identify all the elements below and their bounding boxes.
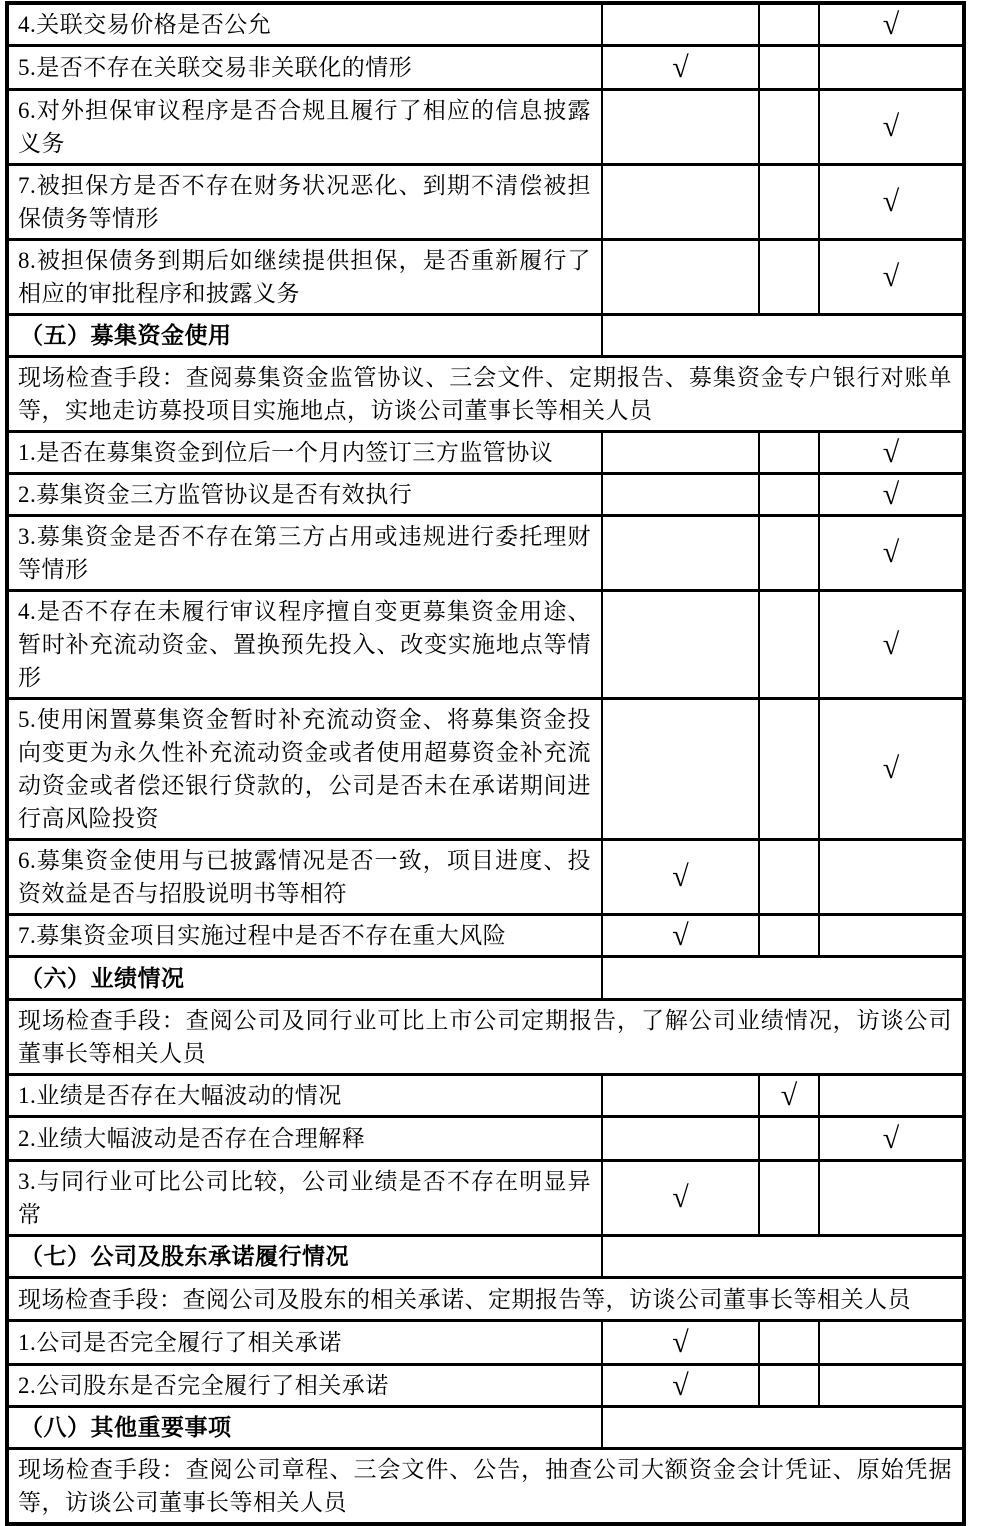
check-cell-col3 <box>819 1321 964 1365</box>
question-row <box>7 1321 964 1365</box>
check-cell-col1: √ <box>602 1321 759 1365</box>
check-cell-col1 <box>602 90 759 165</box>
method-row <box>7 1278 964 1321</box>
method-row <box>7 1000 964 1075</box>
inspection-checklist-table <box>5 1 966 1526</box>
question-text-cell: 3.与同行业可比公司比较，公司业绩是否不存在明显异常 <box>7 1161 602 1236</box>
check-cell-col3: √ <box>819 432 964 474</box>
check-cell-col2 <box>759 432 819 474</box>
check-cell-col2 <box>759 591 819 699</box>
question-row <box>7 699 964 840</box>
question-row <box>7 3 964 46</box>
question-text-cell: 3.募集资金是否不存在第三方占用或违规进行委托理财等情形 <box>7 516 602 591</box>
check-cell-col2 <box>759 915 819 957</box>
check-cell-col3: √ <box>819 165 964 240</box>
question-row <box>7 840 964 915</box>
check-cell-col3: √ <box>819 474 964 516</box>
check-cell-col3 <box>819 1365 964 1407</box>
section-spacer-cell <box>602 1236 964 1278</box>
section-spacer-cell <box>602 315 964 357</box>
check-cell-col1 <box>602 1075 759 1117</box>
check-cell-col1 <box>602 3 759 46</box>
question-text-cell: 5.使用闲置募集资金暂时补充流动资金、将募集资金投向变更为永久性补充流动资金或者使用超募资金补充流动资金或者偿还银行贷款的，公司是否未在承诺期间进行高风险投资 <box>7 699 602 840</box>
question-text-cell: 2.公司股东是否完全履行了相关承诺 <box>7 1365 602 1407</box>
check-cell-col2 <box>759 1117 819 1161</box>
section-title-cell: （五）募集资金使用 <box>7 315 602 357</box>
check-cell-col1: √ <box>602 840 759 915</box>
method-text-cell: 现场检查手段：查阅公司章程、三会文件、公告，抽查公司大额资金会计凭证、原始凭据等，访谈公司董事长等相关人员 <box>7 1449 964 1525</box>
check-cell-col2 <box>759 1365 819 1407</box>
check-cell-col1: √ <box>602 1365 759 1407</box>
question-row <box>7 915 964 957</box>
check-cell-col1: √ <box>602 46 759 90</box>
question-row <box>7 1117 964 1161</box>
check-cell-col2 <box>759 90 819 165</box>
check-cell-col2 <box>759 3 819 46</box>
question-text-cell: 5.是否不存在关联交易非关联化的情形 <box>7 46 602 90</box>
question-row <box>7 591 964 699</box>
question-text-cell: 1.是否在募集资金到位后一个月内签订三方监管协议 <box>7 432 602 474</box>
method-text-cell: 现场检查手段：查阅募集资金监管协议、三会文件、定期报告、募集资金专户银行对账单等，实地走访募投项目实施地点，访谈公司董事长等相关人员 <box>7 357 964 432</box>
section-header-row <box>7 957 964 1000</box>
section-spacer-cell <box>602 1407 964 1449</box>
check-cell-col2 <box>759 699 819 840</box>
question-text-cell: 7.募集资金项目实施过程中是否不存在重大风险 <box>7 915 602 957</box>
check-cell-col1 <box>602 432 759 474</box>
question-row <box>7 1161 964 1236</box>
check-cell-col3 <box>819 840 964 915</box>
check-cell-col2 <box>759 516 819 591</box>
check-cell-col3: √ <box>819 1117 964 1161</box>
check-cell-col2 <box>759 840 819 915</box>
method-row <box>7 357 964 432</box>
check-cell-col3: √ <box>819 3 964 46</box>
check-cell-col2 <box>759 46 819 90</box>
question-row <box>7 240 964 315</box>
question-row <box>7 90 964 165</box>
question-text-cell: 2.业绩大幅波动是否存在合理解释 <box>7 1117 602 1161</box>
check-cell-col1 <box>602 699 759 840</box>
check-cell-col1 <box>602 240 759 315</box>
check-cell-col2 <box>759 165 819 240</box>
inspection-table-body <box>7 3 964 1524</box>
question-text-cell: 4.是否不存在未履行审议程序擅自变更募集资金用途、暂时补充流动资金、置换预先投入、改变实施地点等情形 <box>7 591 602 699</box>
question-row <box>7 46 964 90</box>
check-cell-col2 <box>759 1321 819 1365</box>
question-text-cell: 2.募集资金三方监管协议是否有效执行 <box>7 474 602 516</box>
check-cell-col3 <box>819 1075 964 1117</box>
method-text-cell: 现场检查手段：查阅公司及同行业可比上市公司定期报告，了解公司业绩情况，访谈公司董事长等相关人员 <box>7 1000 964 1075</box>
question-text-cell: 6.对外担保审议程序是否合规且履行了相应的信息披露义务 <box>7 90 602 165</box>
question-text-cell: 8.被担保债务到期后如继续提供担保，是否重新履行了相应的审批程序和披露义务 <box>7 240 602 315</box>
question-text-cell: 7.被担保方是否不存在财务状况恶化、到期不清偿被担保债务等情形 <box>7 165 602 240</box>
check-cell-col3 <box>819 1161 964 1236</box>
question-text-cell: 6.募集资金使用与已披露情况是否一致，项目进度、投资效益是否与招股说明书等相符 <box>7 840 602 915</box>
question-row <box>7 1075 964 1117</box>
question-row <box>7 432 964 474</box>
check-cell-col1 <box>602 591 759 699</box>
check-cell-col3: √ <box>819 516 964 591</box>
check-cell-col1: √ <box>602 1161 759 1236</box>
check-cell-col1 <box>602 516 759 591</box>
method-row <box>7 1449 964 1525</box>
check-cell-col3: √ <box>819 240 964 315</box>
check-cell-col3: √ <box>819 90 964 165</box>
check-cell-col2 <box>759 474 819 516</box>
check-cell-col3 <box>819 915 964 957</box>
section-title-cell: （八）其他重要事项 <box>7 1407 602 1449</box>
section-title-cell: （六）业绩情况 <box>7 957 602 1000</box>
check-cell-col1 <box>602 1117 759 1161</box>
check-cell-col1 <box>602 474 759 516</box>
question-row <box>7 165 964 240</box>
section-header-row <box>7 1407 964 1449</box>
check-cell-col3: √ <box>819 591 964 699</box>
section-header-row <box>7 1236 964 1278</box>
question-text-cell: 4.关联交易价格是否公允 <box>7 3 602 46</box>
question-text-cell: 1.业绩是否存在大幅波动的情况 <box>7 1075 602 1117</box>
check-cell-col2: √ <box>759 1075 819 1117</box>
section-spacer-cell <box>602 957 964 1000</box>
check-cell-col3: √ <box>819 699 964 840</box>
check-cell-col1 <box>602 165 759 240</box>
question-row <box>7 474 964 516</box>
check-cell-col1: √ <box>602 915 759 957</box>
check-cell-col2 <box>759 1161 819 1236</box>
method-text-cell: 现场检查手段：查阅公司及股东的相关承诺、定期报告等，访谈公司董事长等相关人员 <box>7 1278 964 1321</box>
section-title-cell: （七）公司及股东承诺履行情况 <box>7 1236 602 1278</box>
check-cell-col2 <box>759 240 819 315</box>
question-row <box>7 516 964 591</box>
question-row <box>7 1365 964 1407</box>
question-text-cell: 1.公司是否完全履行了相关承诺 <box>7 1321 602 1365</box>
section-header-row <box>7 315 964 357</box>
check-cell-col3 <box>819 46 964 90</box>
